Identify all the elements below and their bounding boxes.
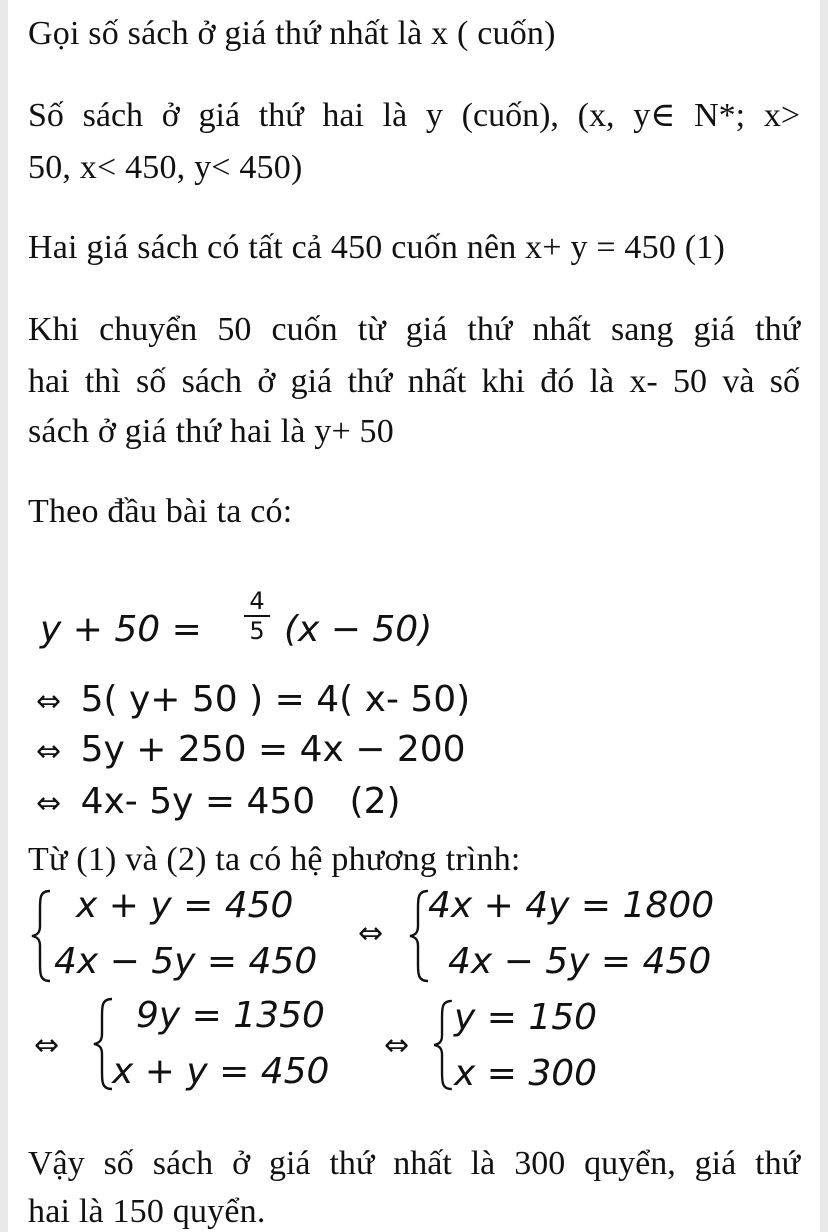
fraction-4-5: [244, 588, 270, 644]
left-brace-icon: [408, 888, 430, 984]
left-border: [0, 0, 8, 1232]
system-3-bottom: x + y = 450: [112, 1051, 330, 1092]
text-line-given: Theo đầu bài ta có:: [28, 493, 293, 530]
equation-text: 5y + 250 = 4x − 200: [80, 729, 466, 770]
equivalence-arrow-icon: ⇔: [36, 684, 62, 719]
system-3-top: 9y = 1350: [136, 995, 325, 1036]
text-line-transfer-2: hai thì số sách ở giá thứ nhất khi đó là x- 50 và số: [28, 363, 800, 400]
system-4-bottom: x = 300: [454, 1053, 598, 1094]
equation-line-1-right: (x − 50): [284, 609, 433, 650]
fraction-denominator: 5: [249, 617, 265, 645]
text-line-equation-1: Hai giá sách có tất cả 450 cuốn nên x+ y = 450 (1): [28, 229, 725, 266]
equivalence-arrow-icon: ⇔: [36, 786, 62, 821]
equation-text: 4x- 5y = 450 (2): [80, 781, 401, 822]
equation-text: 5( y+ 50 ) = 4( x- 50): [80, 679, 471, 720]
equation-line-4: [36, 782, 401, 824]
text-line-system-intro: Từ (1) và (2) ta có hệ phương trình:: [28, 841, 521, 878]
equivalence-arrow-icon: ⇔: [34, 1028, 60, 1063]
fraction-numerator: 4: [249, 587, 265, 615]
left-brace-icon: [432, 998, 454, 1092]
text-line-intro: Gọi số sách ở giá thứ nhất là x ( cuốn): [28, 15, 556, 52]
text-line-transfer-1: Khi chuyển 50 cuốn từ giá thứ nhất sang giá thứ: [28, 311, 800, 348]
text-line-conclusion-2: hai là 150 quyển.: [28, 1193, 266, 1230]
text-line-transfer-3: sách ở giá thứ hai là y+ 50: [28, 413, 394, 450]
right-border: [820, 0, 828, 1232]
text-line-conditions: 50, x< 450, y< 450): [28, 149, 303, 186]
equation-line-2: [36, 680, 470, 722]
equation-line-3: [36, 730, 466, 772]
system-1-top: x + y = 450: [76, 885, 294, 926]
text-line-conclusion-1: Vậy số sách ở giá thứ nhất là 300 quyển, giá thứ: [28, 1145, 800, 1182]
left-brace-icon: [30, 888, 52, 984]
text-line-y-def: Số sách ở giá thứ hai là y (cuốn), (x, y∈ N*; x>: [28, 97, 800, 134]
system-2-top: 4x + 4y = 1800: [428, 885, 715, 926]
equivalence-arrow-icon: ⇔: [36, 734, 62, 769]
system-4-top: y = 150: [454, 997, 598, 1038]
left-brace-icon: [92, 996, 114, 1092]
system-2-bottom: 4x − 5y = 450: [448, 941, 712, 982]
system-1-bottom: 4x − 5y = 450: [54, 941, 318, 982]
equation-line-1-left: y + 50 =: [40, 609, 202, 650]
equivalence-arrow-icon: ⇔: [358, 916, 384, 951]
equivalence-arrow-icon: ⇔: [384, 1028, 410, 1063]
